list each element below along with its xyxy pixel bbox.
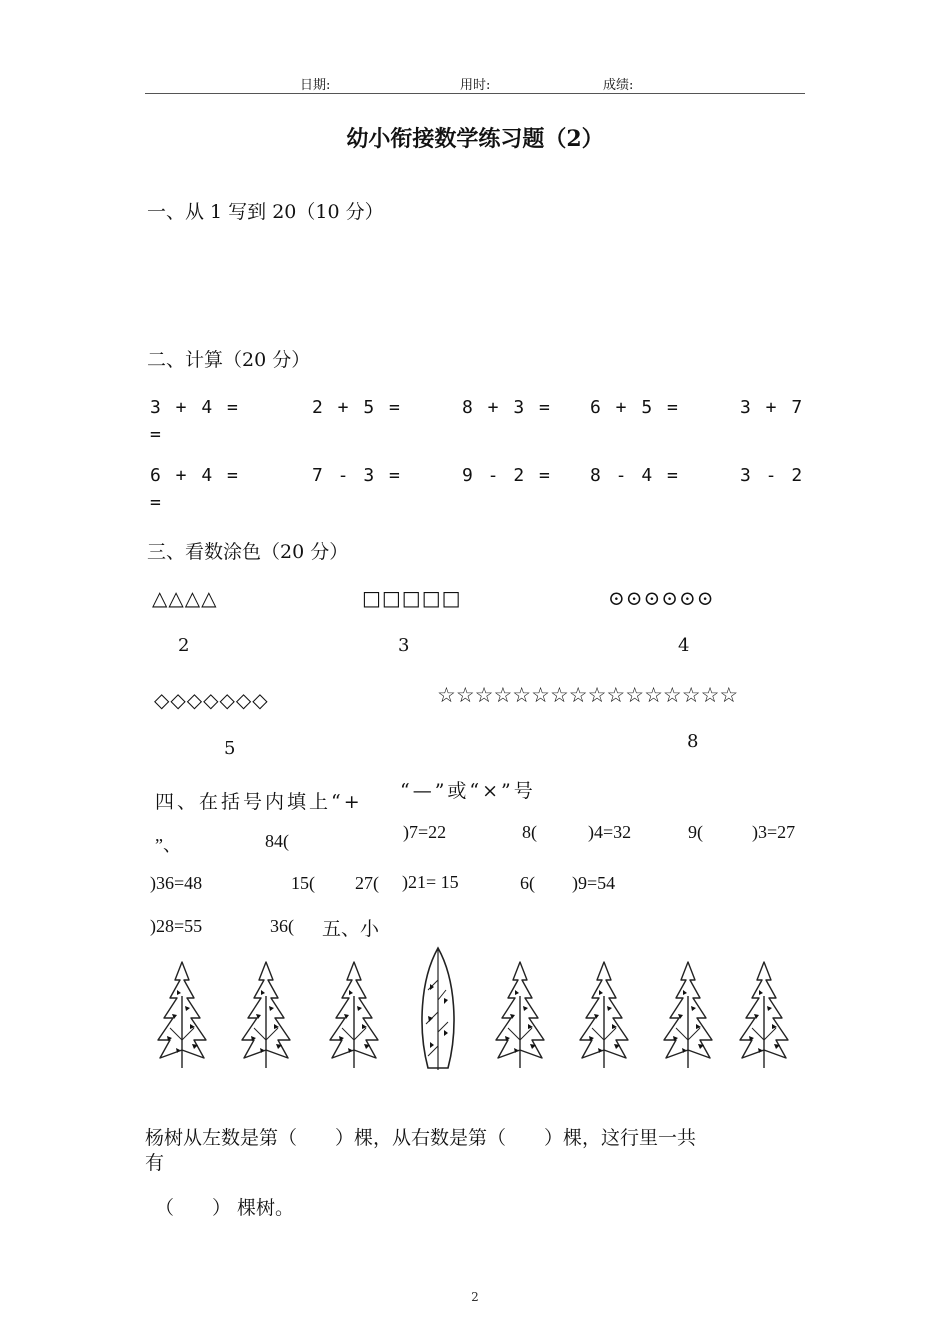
header-rule [145, 93, 805, 94]
fill-fragment: )9=54 [572, 873, 616, 893]
section2-heading: 二、计算（20 分） [147, 349, 311, 371]
question-line3: （ ） 棵树。 [155, 1197, 295, 1219]
fill-fragment: 8( [522, 822, 537, 842]
fill-fragment: 84( [265, 831, 289, 851]
fill-fragment: )28=55 [150, 916, 203, 936]
fill-fragment: 9( [688, 822, 703, 842]
calc-item: 9 - 2 = [462, 465, 552, 486]
fill-fragment: )3=27 [752, 822, 796, 842]
square-group: □□□□□ [362, 586, 462, 610]
calc-item: 7 - 3 = [312, 465, 402, 486]
time-label: 用时: [460, 78, 491, 93]
fill-fragment: 27( [355, 873, 379, 893]
section1-heading: 一、从 1 写到 20（10 分） [147, 201, 384, 223]
poplar-tree [422, 948, 454, 1070]
color-count: 2 [178, 635, 190, 656]
score-label: 成绩: [603, 78, 634, 93]
fill-fragment: ”、 [155, 835, 181, 855]
fill-fragment: 15( [291, 873, 315, 893]
section4-heading-a: 四、在括号内填上“+ [155, 791, 363, 813]
fill-fragment: )7=22 [403, 822, 447, 842]
star-group: ☆☆☆☆☆☆☆☆☆☆☆☆☆☆☆☆ [437, 683, 739, 707]
fill-fragment: )21= 15 [402, 872, 459, 892]
section3-heading: 三、看数涂色（20 分） [147, 541, 349, 563]
color-count: 8 [687, 731, 699, 752]
question-line2: 有 [145, 1152, 165, 1174]
fill-fragment: )36=48 [150, 873, 203, 893]
calc-item: 3 + 4 = [150, 397, 240, 418]
calc-wrap: = [150, 424, 163, 445]
calc-item: 3 - 2 [740, 465, 805, 486]
fill-fragment: 36( [270, 916, 294, 936]
calc-item: 8 + 3 = [462, 397, 552, 418]
calc-item: 2 + 5 = [312, 397, 402, 418]
calc-item: 6 + 5 = [590, 397, 680, 418]
color-count: 3 [398, 635, 410, 656]
section5-heading-fragment: 五、小 [322, 918, 380, 940]
circle-dot-group: ⊙⊙⊙⊙⊙⊙ [608, 586, 715, 610]
question-line1: 杨树从左数是第（ ）棵，从右数是第（ ）棵，这行里一共 [145, 1127, 697, 1149]
date-label: 日期: [300, 78, 331, 93]
page-title: 幼小衔接数学练习题（2） [346, 126, 604, 152]
page-number: 2 [471, 1290, 479, 1304]
color-count: 4 [678, 635, 690, 656]
section4-heading-b: “—”或“×”号 [400, 780, 536, 802]
calc-item: 3 + 7 [740, 397, 805, 418]
calc-item: 8 - 4 = [590, 465, 680, 486]
fill-fragment: )4=32 [588, 822, 632, 842]
diamond-group: ◇◇◇◇◇◇◇ [154, 688, 269, 712]
color-count: 5 [224, 738, 236, 759]
calc-wrap: = [150, 492, 163, 513]
calc-item: 6 + 4 = [150, 465, 240, 486]
triangle-group: △△△△ [152, 586, 218, 610]
trees-illustration [140, 940, 810, 1080]
fill-fragment: 6( [520, 873, 535, 893]
